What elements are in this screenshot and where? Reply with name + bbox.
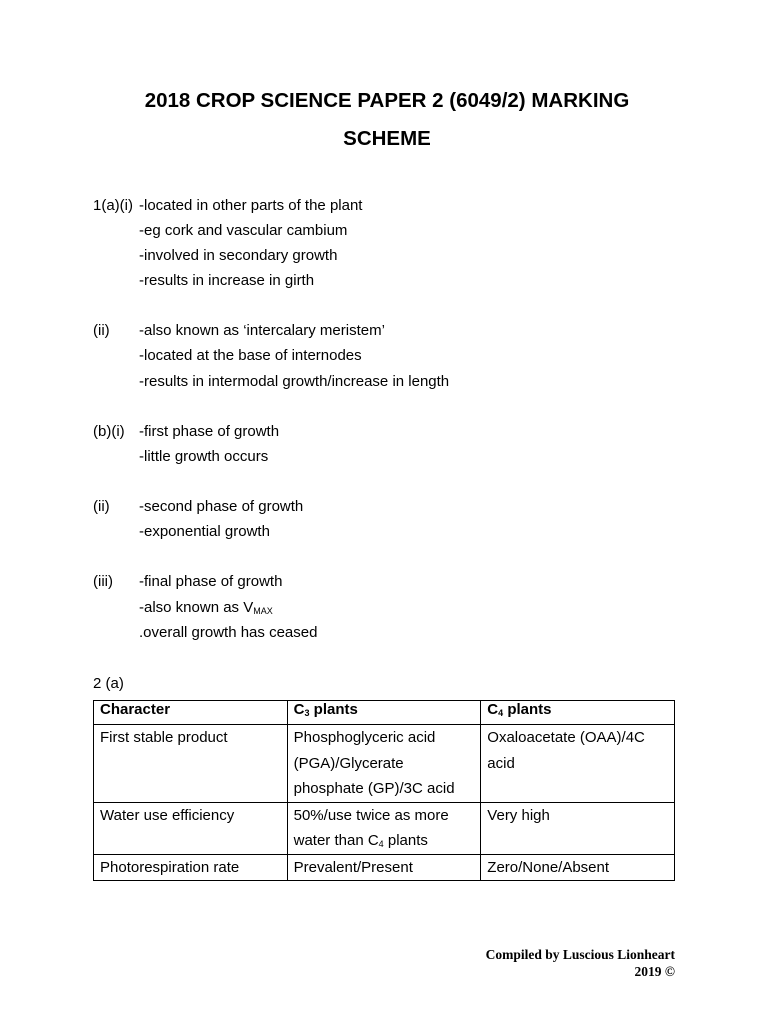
q1a-i-line-3: -involved in secondary growth	[139, 247, 338, 264]
comparison-table	[93, 700, 675, 881]
q1a-ii-line-3: -results in intermodal growth/increase in length	[139, 373, 450, 390]
table-cell: Oxaloacetate (OAA)/4C acid	[481, 725, 675, 803]
water-use-prefix: 50%/use twice as more water than C	[293, 806, 449, 849]
header-character: Character	[94, 701, 288, 725]
header-c3-plants	[287, 701, 481, 725]
q1b-i-line-2: -little growth occurs	[139, 448, 269, 465]
q2a-label: 2 (a)	[93, 675, 124, 692]
footer-compiled-by: Compiled by Luscious Lionheart	[485, 947, 675, 962]
title-line-2: SCHEME	[343, 127, 431, 150]
table-cell: Water use efficiency	[94, 802, 288, 854]
q1a-ii-line-1: -also known as ‘intercalary meristem’	[139, 322, 385, 339]
header-c4-sub: 4	[498, 708, 504, 718]
q1a-i-line-2: -eg cork and vascular cambium	[139, 222, 348, 239]
header-c4-plants	[481, 701, 675, 725]
header-c3-sub: 3	[304, 708, 310, 718]
header-c3-prefix: C	[293, 701, 305, 718]
q1b-ii-label: (ii)	[93, 498, 110, 515]
q1a-i-label: 1(a)(i)	[93, 197, 133, 214]
header-c4-prefix: C	[487, 701, 499, 718]
table-row	[94, 802, 675, 854]
footer-year: 2019 ©	[634, 964, 675, 979]
table-cell: Prevalent/Present	[287, 854, 481, 881]
q1a-i-line-1: -located in other parts of the plant	[139, 197, 363, 214]
table-cell: Zero/None/Absent	[481, 854, 675, 881]
header-c3-suffix: plants	[309, 701, 358, 718]
page-title	[60, 82, 714, 158]
q1a-ii-label: (ii)	[93, 322, 110, 339]
table-row	[94, 854, 675, 881]
footer	[486, 946, 675, 980]
table-cell: First stable product	[94, 725, 288, 803]
header-c4-suffix: plants	[503, 701, 552, 718]
q1b-iii-line-2	[139, 598, 273, 618]
q1b-i-label: (b)(i)	[93, 423, 125, 440]
q1b-i-line-1: -first phase of growth	[139, 423, 280, 440]
q1a-i-line-4: -results in increase in girth	[139, 272, 315, 289]
vmax-prefix: -also known as V	[139, 599, 254, 616]
water-use-suffix: plants	[383, 832, 428, 849]
title-line-1: 2018 CROP SCIENCE PAPER 2 (6049/2) MARKING	[144, 89, 630, 112]
water-use-sub: 4	[378, 839, 384, 849]
q1b-iii-line-1: -final phase of growth	[139, 573, 283, 590]
q1b-iii-line-3: .overall growth has ceased	[139, 624, 318, 641]
table-header-row	[94, 701, 675, 725]
q1b-iii-label: (iii)	[93, 573, 113, 590]
table-cell: Photorespiration rate	[94, 854, 288, 881]
q1b-ii-line-2: -exponential growth	[139, 523, 270, 540]
q1a-ii-line-2: -located at the base of internodes	[139, 347, 362, 364]
table-cell: Very high	[481, 802, 675, 854]
table-row	[94, 725, 675, 803]
q1b-ii-line-1: -second phase of growth	[139, 498, 304, 515]
table-cell	[287, 802, 481, 854]
vmax-subscript: MAX	[253, 606, 273, 616]
table-cell: Phosphoglyceric acid (PGA)/Glycerate phosphate (GP)/3C acid	[287, 725, 481, 803]
